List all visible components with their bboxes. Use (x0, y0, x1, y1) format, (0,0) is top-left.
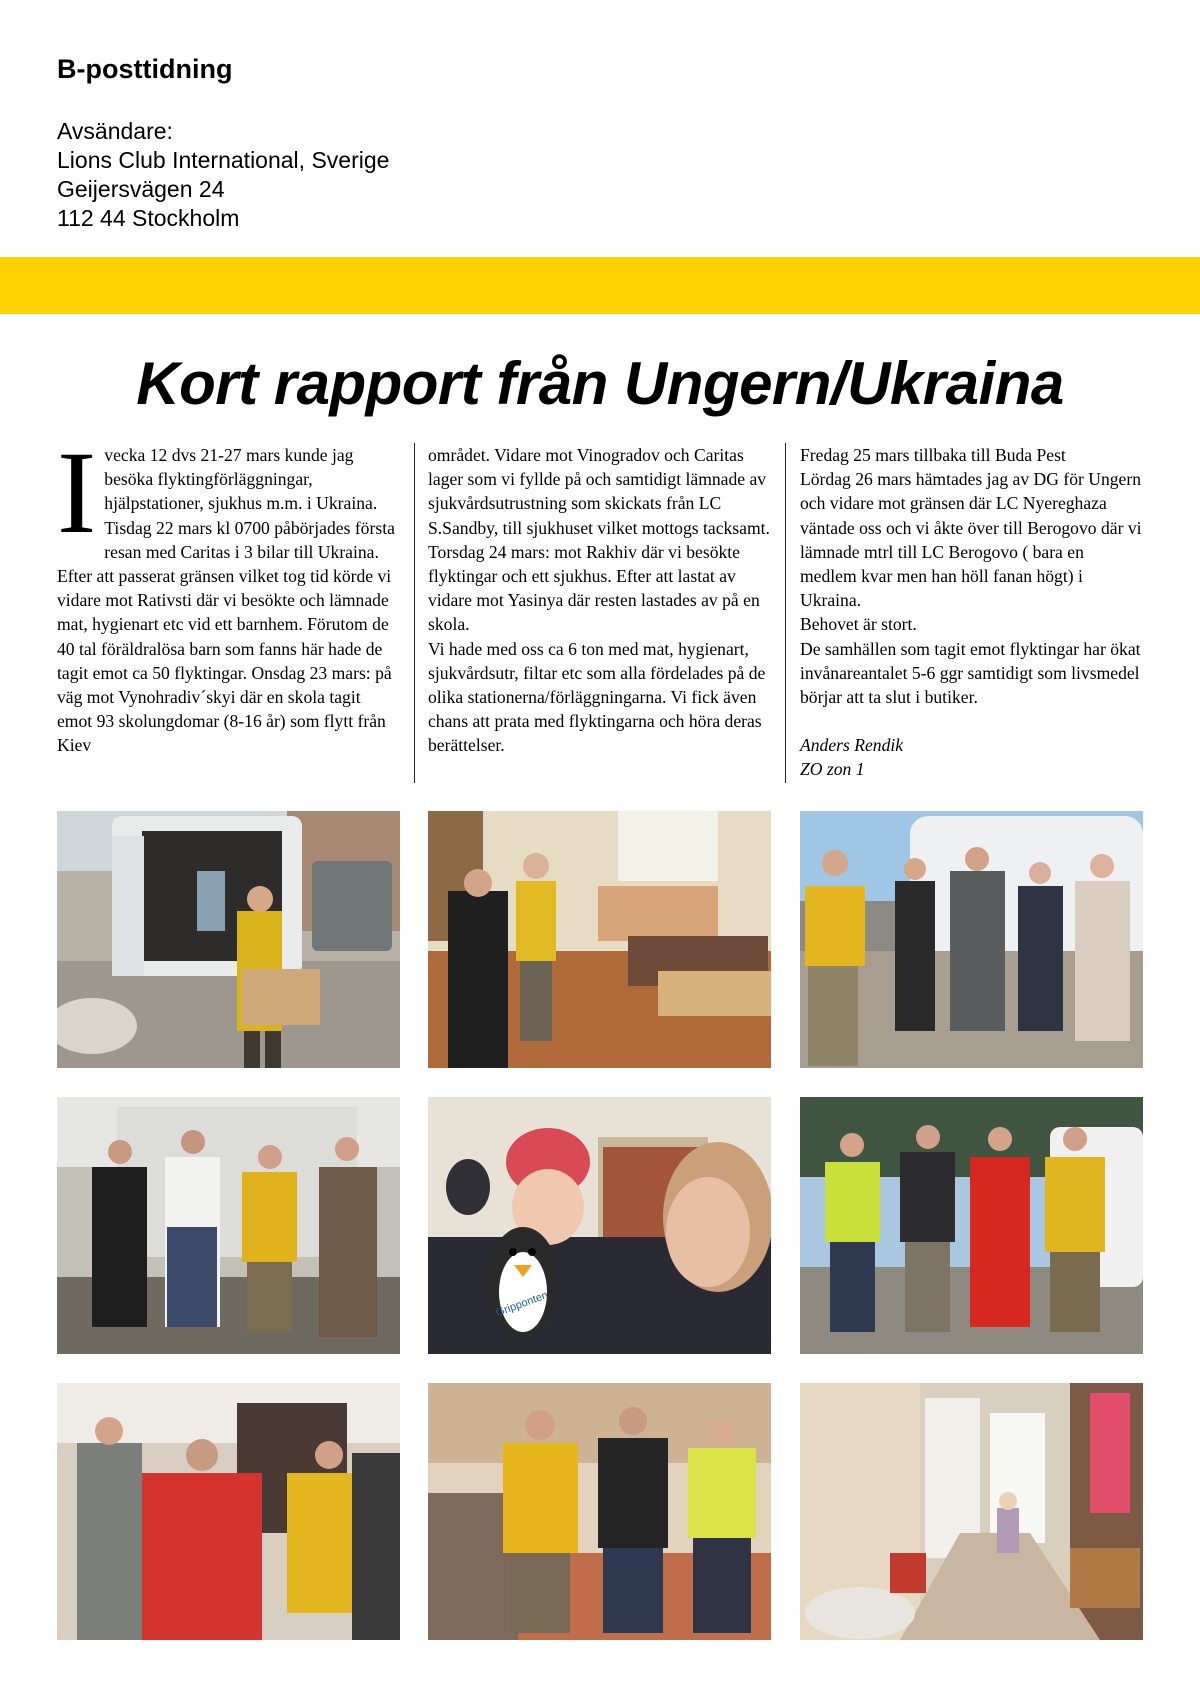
dropcap: I (57, 427, 97, 558)
article (57, 427, 1143, 783)
photo-warehouse-group (428, 1383, 771, 1640)
column-2-paragraph: Torsdag 24 mars: mot Rakhiv där vi besökte flyktingar och ett sjukhus. Efter att lastat av vidare mot Yasinya där resten lastades av på en skola. (428, 541, 760, 635)
photo-van-unloading (57, 811, 400, 1068)
column-2-paragraph: området. Vidare mot Vinogradov och Caritas lager som vi fyllde på och samtidigt lämnade av sjukvårdsutrustning som skickats från LC S.Sandby, till sjukhuset vilket mottogs tacksamt. (428, 445, 770, 538)
column-divider (785, 443, 786, 783)
headline: Kort rapport från Ungern/Ukraina (136, 350, 1064, 417)
column-1-text: vecka 12 dvs 21-27 mars kunde jag besöka flyktingförläggningar, hjälpstationer, sjukhus m.m. i Ukraina. Tisdag 22 mars kl 0700 påbörjades första resan med Caritas i 3 bilar till Ukraina. Efter att passerat gränsen vilket tog tid körde vi vidare mot Rativsti där vi besökte och lämnade mat, hygienart etc vid ett barnhem. Förutom de 40 tal föräldralösa barn som fanns här hade de tagit emot ca 50 flyktingar. Onsdag 23 mars: på väg mot Vynohradiv´skyi där en skola tagit emot 93 skolungdomar (8-16 år) som flytt från Kiev (57, 445, 395, 756)
photo-selfie-child (428, 1097, 771, 1354)
photo-caritas-men (57, 1383, 400, 1640)
sender-street: Geijersvägen 24 (57, 176, 225, 202)
yellow-band (0, 257, 1200, 314)
column-3-paragraph: Lördag 26 mars hämtades jag av DG för Ungern och vidare mot gränsen där LC Nyereghaza väntade oss och vi åkte över till Berogovo där vi lämnade mtrl till LC Berogovo ( bara en medlem kvar men han höll fanan högt) i Ukraina. (800, 469, 1142, 611)
article-column-1 (57, 427, 399, 758)
article-column-2 (428, 443, 770, 758)
photo-dormitory (428, 811, 771, 1068)
photo-rescue-workers (800, 1097, 1143, 1354)
author-role: ZO zon 1 (800, 759, 865, 780)
sender-postal: 112 44 Stockholm (57, 205, 240, 231)
photo-group-by-van (800, 811, 1143, 1068)
sender-label: Avsändare: (57, 118, 173, 144)
article-column-3 (800, 443, 1142, 782)
column-3-paragraph: Fredag 25 mars tillbaka till Buda Pest (800, 445, 1066, 465)
sender-name: Lions Club International, Sverige (57, 147, 390, 173)
column-3-paragraph: De samhällen som tagit emot flyktingar har ökat invånareantalet 5-6 ggr samtidigt som livsmedel börjar att ta slut i butiker. (800, 638, 1141, 708)
column-divider (414, 443, 415, 783)
author-name: Anders Rendik (800, 735, 904, 756)
column-3-paragraph: Behovet är stort. (800, 614, 917, 635)
mailing-type: B-posttidning (57, 54, 233, 84)
mailing-label (57, 50, 389, 233)
sender-address (57, 117, 389, 233)
mascot-hat-text: Gripponten (494, 1289, 550, 1320)
photo-corridor-child (800, 1383, 1143, 1640)
author-signature (800, 733, 1142, 781)
photo-four-men (57, 1097, 400, 1354)
column-2-paragraph: Vi hade med oss ca 6 ton med mat, hygienart, sjukvårdsutr, filtar etc som alla fördelades på de olika stationerna/förläggningarna. Vi fick även chans att prata med flyktingarna och höra deras berättelser. (428, 638, 766, 756)
